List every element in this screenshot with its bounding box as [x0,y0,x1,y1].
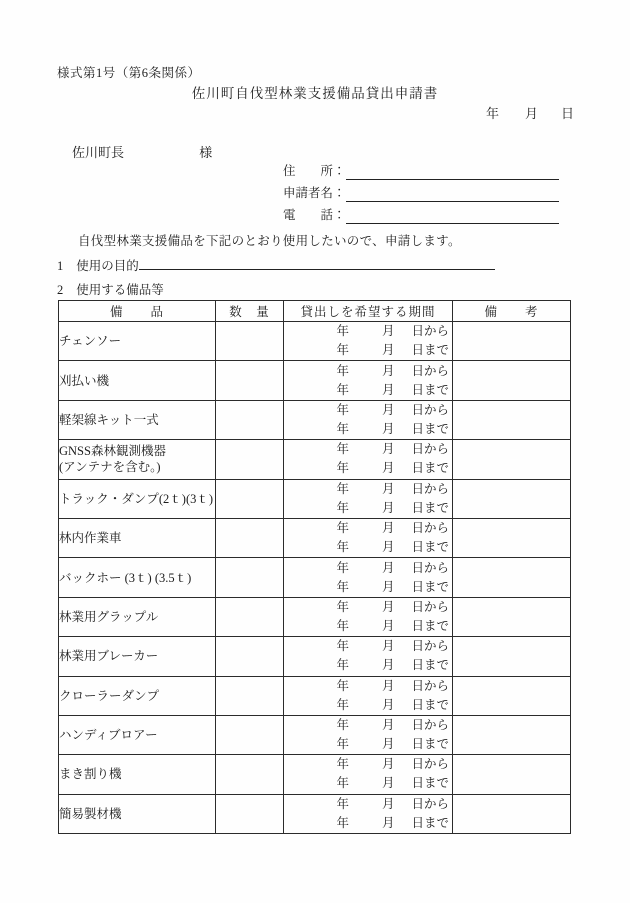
period-to-year: 年 [336,540,349,555]
period-to-month: 月 [381,618,395,633]
quantity-cell [216,676,284,715]
period-from-day: 日から [411,639,449,654]
period-to-year: 年 [336,618,349,633]
equipment-table [58,300,571,834]
item-name-cell [59,755,216,794]
period-to-day: 日まで [411,382,449,397]
item-name: チェンソー [59,334,122,349]
item-name-cell [59,637,216,676]
period-from-line [284,716,452,735]
period-to-day: 日まで [411,658,449,673]
period-to-day: 日まで [411,737,449,752]
quantity-cell [216,794,284,833]
table-row [59,440,571,479]
table-row [59,558,571,597]
header-date-line [486,103,574,122]
applicant-name-field [283,183,559,205]
phone-label: 電 話： [283,208,346,222]
period-cell [284,479,453,518]
period-to-year: 年 [336,500,349,515]
period-from-month: 月 [381,521,395,536]
table-row [59,597,571,636]
section-equipment-label: 使用する備品等 [76,283,164,297]
period-from-day: 日から [411,718,449,733]
table-row [59,322,571,361]
period-from-year: 年 [336,796,349,811]
period-from-month: 月 [381,757,395,772]
item-name: まき割り機 [59,767,122,782]
period-cell [284,518,453,557]
period-cell [284,676,453,715]
period-from-year: 年 [336,678,349,693]
section-purpose-number: 1 [57,259,64,273]
period-from-year: 年 [336,757,349,772]
period-from-month: 月 [381,481,395,496]
period-from-month: 月 [381,402,395,417]
purpose-blank-line [139,257,495,270]
period-from-month: 月 [381,599,395,614]
period-from-line [284,322,452,341]
period-from-month: 月 [381,442,395,457]
period-to-day: 日まで [411,461,449,476]
address-field [283,161,559,183]
period-to-year: 年 [336,697,349,712]
period-cell [284,715,453,754]
table-row [59,755,571,794]
period-to-day: 日まで [411,343,449,358]
period-to-year: 年 [336,815,349,830]
item-name: バックホー (3ｔ) (3.5ｔ) [59,570,192,585]
period-to-year: 年 [336,343,349,358]
period-from-year: 年 [336,442,349,457]
period-from-month: 月 [381,796,395,811]
item-name-cell [59,715,216,754]
period-to-line [284,696,452,715]
remarks-cell [453,597,571,636]
period-to-line [284,814,452,833]
section-equipment-number: 2 [57,283,64,297]
quantity-cell [216,518,284,557]
period-to-year: 年 [336,658,349,673]
item-name: 林内作業車 [59,531,122,546]
period-to-line [284,381,452,400]
period-to-line [284,420,452,439]
period-to-month: 月 [381,815,395,830]
remarks-cell [453,440,571,479]
remarks-cell [453,637,571,676]
period-to-month: 月 [381,658,395,673]
period-to-line [284,578,452,597]
period-from-line [284,519,452,538]
period-to-day: 日まで [411,500,449,515]
period-from-day: 日から [411,599,449,614]
remarks-cell [453,676,571,715]
period-from-day: 日から [411,324,449,339]
col-header-period: 貸出しを希望する期間 [284,301,453,322]
period-from-line [284,362,452,381]
period-from-month: 月 [381,324,395,339]
period-from-year: 年 [336,324,349,339]
period-to-line [284,459,452,478]
period-to-month: 月 [381,461,395,476]
col-header-quantity: 数 量 [216,301,284,322]
period-to-day: 日まで [411,579,449,594]
addressee-line [72,142,212,161]
period-from-day: 日から [411,363,449,378]
table-header-row [59,301,571,322]
quantity-cell [216,755,284,794]
item-name: GNSS森林観測機器 [59,444,166,459]
item-name-cell [59,440,216,479]
table-row [59,400,571,439]
item-name-cell [59,479,216,518]
quantity-cell [216,322,284,361]
quantity-cell [216,558,284,597]
col-header-remarks: 備 考 [453,301,571,322]
period-from-line [284,755,452,774]
period-from-line [284,795,452,814]
equipment-rows [59,322,571,834]
page-title: 佐川町自伐型林業支援備品貸出申請書 [191,86,439,101]
item-name-cell [59,558,216,597]
addressee-name: 佐川町長 [72,145,125,160]
header-date-month: 月 [525,106,539,121]
remarks-cell [453,558,571,597]
item-name: 簡易製材機 [59,806,122,821]
period-from-month: 月 [381,560,395,575]
item-name: トラック・ダンプ(2ｔ)(3ｔ) [59,491,214,506]
period-from-day: 日から [411,481,449,496]
quantity-cell [216,715,284,754]
period-cell [284,400,453,439]
quantity-cell [216,597,284,636]
period-to-line [284,735,452,754]
period-from-year: 年 [336,560,349,575]
period-to-line [284,656,452,675]
period-to-line [284,341,452,360]
item-name-cell [59,794,216,833]
period-to-year: 年 [336,776,349,791]
period-cell [284,558,453,597]
period-from-year: 年 [336,521,349,536]
period-to-month: 月 [381,776,395,791]
table-row [59,676,571,715]
header-date-day: 日 [561,106,575,121]
period-to-month: 月 [381,382,395,397]
quantity-cell [216,637,284,676]
phone-field [283,205,559,227]
period-from-day: 日から [411,757,449,772]
period-from-day: 日から [411,402,449,417]
period-to-month: 月 [381,500,395,515]
table-row [59,637,571,676]
section-equipment [57,280,164,298]
quantity-cell [216,479,284,518]
period-to-day: 日まで [411,776,449,791]
period-from-day: 日から [411,521,449,536]
period-from-day: 日から [411,796,449,811]
period-to-line [284,774,452,793]
remarks-cell [453,322,571,361]
remarks-cell [453,400,571,439]
period-from-line [284,559,452,578]
period-to-day: 日まで [411,421,449,436]
section-purpose-label: 使用の目的 [76,259,139,273]
period-cell [284,794,453,833]
period-to-year: 年 [336,737,349,752]
quantity-cell [216,400,284,439]
item-name-cell [59,676,216,715]
applicant-name-blank-line [346,183,559,202]
phone-blank-line [346,205,559,224]
period-cell [284,361,453,400]
period-to-day: 日まで [411,618,449,633]
form-number: 様式第1号（第6条関係） [57,66,201,80]
header-date-year: 年 [486,106,500,121]
table-row [59,794,571,833]
table-row [59,715,571,754]
period-from-line [284,440,452,459]
remarks-cell [453,479,571,518]
period-to-line [284,617,452,636]
item-name: 刈払い機 [59,373,110,388]
period-to-day: 日まで [411,697,449,712]
application-statement: 自伐型林業支援備品を下記のとおり使用したいので、申請します。 [78,234,461,248]
period-cell [284,637,453,676]
applicant-name-label: 申請者名： [283,186,346,200]
period-from-year: 年 [336,599,349,614]
addressee-honorific: 様 [199,145,213,160]
item-name-cell [59,518,216,557]
table-row [59,479,571,518]
period-to-year: 年 [336,382,349,397]
item-name: 林業用ブレーカー [59,649,159,664]
period-cell [284,597,453,636]
period-from-year: 年 [336,481,349,496]
period-from-month: 月 [381,718,395,733]
period-from-line [284,598,452,617]
period-from-day: 日から [411,560,449,575]
period-from-line [284,677,452,696]
section-purpose [57,256,495,274]
col-header-item: 備 品 [59,301,216,322]
period-from-month: 月 [381,363,395,378]
period-to-line [284,499,452,518]
address-label: 住 所： [283,164,346,178]
period-to-month: 月 [381,697,395,712]
item-name: ハンディブロアー [59,728,158,743]
table-row [59,518,571,557]
period-to-month: 月 [381,343,395,358]
period-to-year: 年 [336,579,349,594]
period-from-year: 年 [336,363,349,378]
period-from-year: 年 [336,639,349,654]
period-to-day: 日まで [411,540,449,555]
period-to-month: 月 [381,540,395,555]
quantity-cell [216,440,284,479]
period-from-month: 月 [381,678,395,693]
item-name-line2: (アンテナを含む。) [59,460,161,475]
period-from-year: 年 [336,718,349,733]
period-from-year: 年 [336,402,349,417]
period-to-month: 月 [381,421,395,436]
period-to-line [284,538,452,557]
period-to-day: 日まで [411,815,449,830]
period-from-line [284,637,452,656]
remarks-cell [453,715,571,754]
period-cell [284,755,453,794]
item-name: 林業用グラップル [59,609,159,624]
period-cell [284,322,453,361]
table-row [59,361,571,400]
period-from-day: 日から [411,678,449,693]
item-name-cell [59,322,216,361]
period-from-line [284,480,452,499]
item-name-cell [59,597,216,636]
remarks-cell [453,794,571,833]
quantity-cell [216,361,284,400]
item-name: クローラーダンプ [59,688,160,703]
period-to-month: 月 [381,579,395,594]
period-from-day: 日から [411,442,449,457]
item-name-cell [59,361,216,400]
period-from-month: 月 [381,639,395,654]
applicant-fields [283,161,559,227]
period-to-month: 月 [381,737,395,752]
period-from-line [284,401,452,420]
address-blank-line [346,161,559,180]
item-name: 軽架線キット一式 [59,412,159,427]
remarks-cell [453,361,571,400]
period-cell [284,440,453,479]
item-name-cell [59,400,216,439]
remarks-cell [453,755,571,794]
period-to-year: 年 [336,461,349,476]
period-to-year: 年 [336,421,349,436]
remarks-cell [453,518,571,557]
